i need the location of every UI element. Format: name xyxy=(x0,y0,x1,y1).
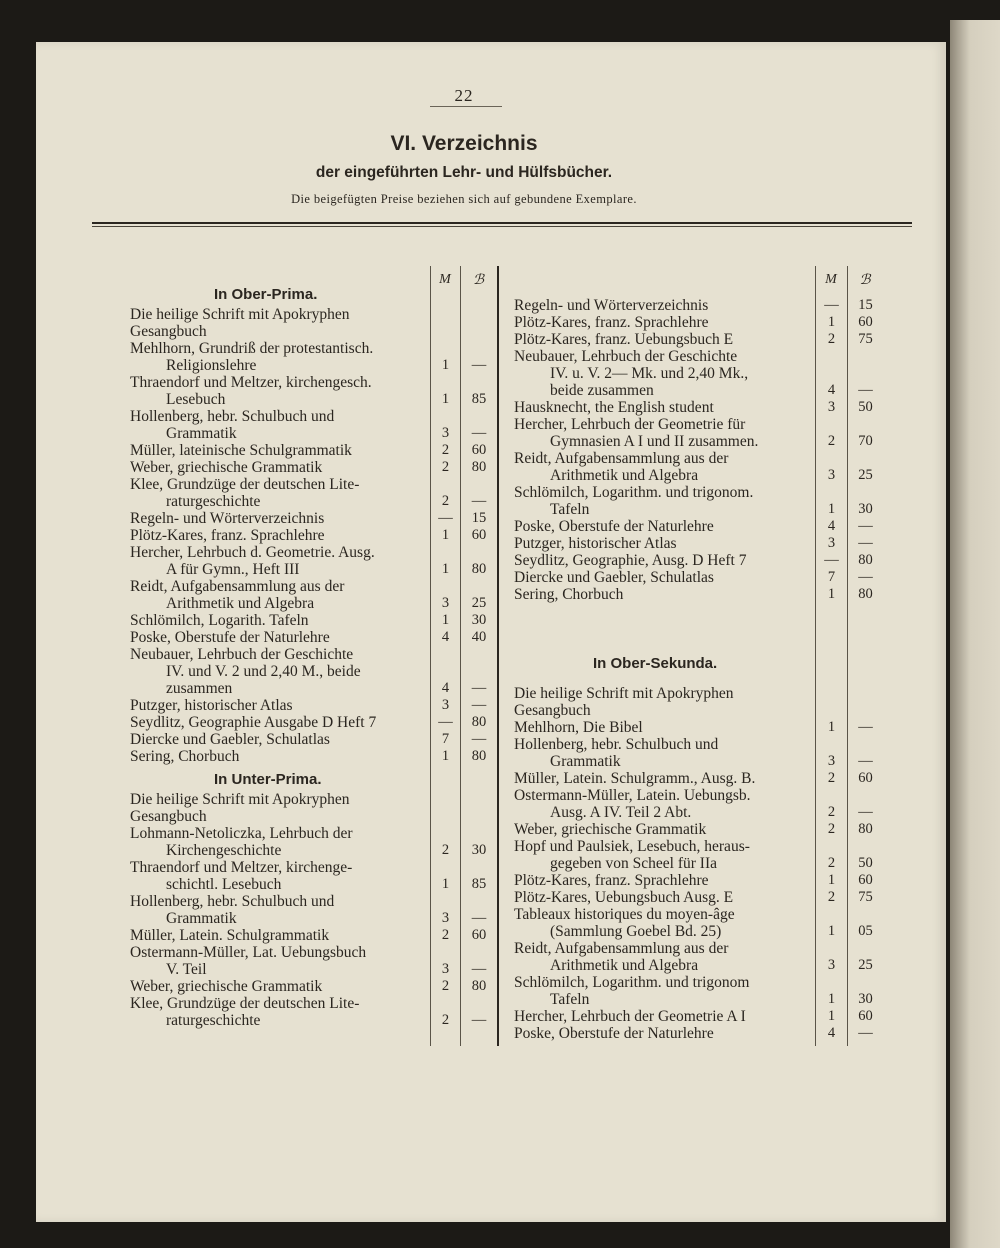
section-heading: In Ober-Prima. xyxy=(214,286,318,303)
book-entry-title: Gesangbuch xyxy=(130,808,207,825)
price-pfennig: — xyxy=(858,535,873,551)
price-pfennig: — xyxy=(471,961,487,977)
book-entry-title: Hercher, Lehrbuch d. Geometrie. Ausg. xyxy=(130,544,375,561)
book-entry-title: Ostermann-Müller, Lat. Uebungsbuch xyxy=(130,944,367,961)
price-note: Die beigefügten Preise beziehen sich auf gebundene Exemplare. xyxy=(291,192,637,206)
price-mark: 4 xyxy=(441,629,450,645)
book-entry-continuation: Tafeln xyxy=(550,991,590,1008)
book-entry-title: Plötz-Kares, franz. Uebungsbuch E xyxy=(514,331,734,348)
book-entry-title: Seydlitz, Geographie, Ausg. D Heft 7 xyxy=(514,552,747,569)
price-pfennig: — xyxy=(471,680,487,696)
book-entry-continuation: gegeben von Scheel für IIa xyxy=(550,855,717,872)
price-mark: 1 xyxy=(441,748,450,764)
price-pfennig: — xyxy=(858,382,873,398)
price-pfennig: 80 xyxy=(471,714,487,730)
price-pfennig: 80 xyxy=(858,821,873,837)
price-pfennig: 60 xyxy=(471,442,487,458)
price-mark: 3 xyxy=(827,535,836,551)
price-mark: 1 xyxy=(441,876,450,892)
section-heading: In Unter-Prima. xyxy=(214,771,322,788)
table-top-rule xyxy=(92,222,912,224)
book-entry-title: Ostermann-Müller, Latein. Uebungsb. xyxy=(514,787,751,804)
price-mark: 3 xyxy=(827,753,836,769)
book-entry-continuation: Grammatik xyxy=(550,753,621,770)
price-mark: 3 xyxy=(441,595,450,611)
price-mark: 2 xyxy=(827,433,836,449)
price-mark: 2 xyxy=(441,442,450,458)
book-entry-continuation: Religionslehre xyxy=(166,357,257,374)
book-entry-title: Weber, griechische Grammatik xyxy=(130,459,323,476)
price-pfennig: — xyxy=(471,1012,487,1028)
book-entry-title: Poske, Oberstufe der Naturlehre xyxy=(514,1025,714,1042)
price-pfennig: 60 xyxy=(858,872,873,888)
price-pfennig: 80 xyxy=(858,586,873,602)
price-mark: 2 xyxy=(827,804,836,820)
book-entry-continuation: Grammatik xyxy=(166,425,237,442)
book-entry-title: Die heilige Schrift mit Apokryphen xyxy=(514,685,734,702)
price-pfennig: — xyxy=(858,753,873,769)
book-entry-continuation: Ausg. A IV. Teil 2 Abt. xyxy=(550,804,692,821)
price-mark: 1 xyxy=(441,357,450,373)
table-top-rule-thin xyxy=(92,226,912,227)
price-mark: 1 xyxy=(441,527,450,543)
price-pfennig: 70 xyxy=(858,433,873,449)
price-mark: 2 xyxy=(827,770,836,786)
book-entry-continuation: Arithmetik und Algebra xyxy=(550,957,699,974)
book-entry-continuation: Arithmetik und Algebra xyxy=(550,467,699,484)
price-mark: 2 xyxy=(827,821,836,837)
price-mark: 2 xyxy=(441,842,450,858)
price-mark: 2 xyxy=(827,889,836,905)
book-entry-title: Hopf und Paulsiek, Lesebuch, heraus- xyxy=(514,838,750,855)
book-entry-title: Plötz-Kares, Uebungsbuch Ausg. E xyxy=(514,889,734,906)
book-entry-title: Klee, Grundzüge der deutschen Lite- xyxy=(130,995,360,1012)
book-entry-title: Diercke und Gaebler, Schulatlas xyxy=(514,569,714,586)
price-pfennig: 80 xyxy=(471,978,487,994)
book-entry-title: Reidt, Aufgabensammlung aus der xyxy=(514,450,729,467)
price-pfennig: 80 xyxy=(471,459,487,475)
price-mark: 1 xyxy=(827,872,836,888)
price-mark: 7 xyxy=(441,731,450,747)
book-entry-title: Seydlitz, Geographie Ausgabe D Heft 7 xyxy=(130,714,377,731)
price-mark: 2 xyxy=(441,459,450,475)
book-entry-continuation: Lesebuch xyxy=(166,391,226,408)
book-entry-continuation: Kirchengeschichte xyxy=(166,842,282,859)
price-mark: 2 xyxy=(827,331,836,347)
right-pf-header: ℬ xyxy=(859,273,871,288)
price-mark: 7 xyxy=(827,569,836,585)
book-entry-title: Schlömilch, Logarithm. und trigonom xyxy=(514,974,750,991)
price-pfennig: — xyxy=(471,357,487,373)
book-entry-title: Müller, Latein. Schulgrammatik xyxy=(130,927,330,944)
price-mark: 1 xyxy=(827,991,836,1007)
book-entry-continuation: Gymnasien A I und II zusammen. xyxy=(550,433,759,450)
price-pfennig: 80 xyxy=(471,748,487,764)
center-divider xyxy=(497,266,499,1046)
price-pfennig: 50 xyxy=(858,855,873,871)
price-mark: 1 xyxy=(827,1008,836,1024)
price-pfennig: 30 xyxy=(858,501,873,517)
price-mark: 4 xyxy=(827,382,836,398)
book-entry-title: Tableaux historiques du moyen-âge xyxy=(514,906,735,923)
book-entry-title: Die heilige Schrift mit Apokryphen xyxy=(130,306,350,323)
book-entry-title: Mehlhorn, Die Bibel xyxy=(514,719,643,736)
book-entry-continuation: Grammatik xyxy=(166,910,237,927)
book-entry-title: Thraendorf und Meltzer, kirchenge- xyxy=(130,859,353,876)
book-entry-title: Müller, lateinische Schulgrammatik xyxy=(130,442,352,459)
book-entry-continuation: IV. und V. 2 und 2,40 M., beide xyxy=(166,663,361,680)
book-entry-continuation: raturgeschichte xyxy=(166,1012,261,1029)
book-entry-continuation: IV. u. V. 2— Mk. und 2,40 Mk., xyxy=(550,365,749,382)
price-pfennig: — xyxy=(471,493,487,509)
price-pfennig: — xyxy=(858,569,873,585)
price-pfennig: 05 xyxy=(858,923,873,939)
price-pfennig: — xyxy=(471,425,487,441)
book-entry-title: Sering, Chorbuch xyxy=(130,748,240,765)
price-mark: 3 xyxy=(441,961,450,977)
book-entry-title: Hollenberg, hebr. Schulbuch und xyxy=(130,408,335,425)
price-pfennig: 30 xyxy=(858,991,873,1007)
price-pfennig: 60 xyxy=(471,927,487,943)
price-pfennig: 85 xyxy=(471,876,487,892)
price-mark: 3 xyxy=(827,467,836,483)
price-pfennig: 80 xyxy=(471,561,487,577)
price-pfennig: 25 xyxy=(471,595,487,611)
price-pfennig: — xyxy=(471,697,487,713)
book-entry-title: Weber, griechische Grammatik xyxy=(130,978,323,995)
price-mark: 2 xyxy=(441,1012,450,1028)
book-entry-title: Lohmann-Netoliczka, Lehrbuch der xyxy=(130,825,353,842)
book-entry-title: Die heilige Schrift mit Apokryphen xyxy=(130,791,350,808)
book-entry-continuation: Tafeln xyxy=(550,501,590,518)
book-entry-title: Reidt, Aufgabensammlung aus der xyxy=(130,578,345,595)
book-entry-title: Hollenberg, hebr. Schulbuch und xyxy=(514,736,719,753)
price-pfennig: 15 xyxy=(858,297,873,313)
price-pfennig: 50 xyxy=(858,399,873,415)
price-mark: — xyxy=(438,510,453,526)
book-entry-title: Klee, Grundzüge der deutschen Lite- xyxy=(130,476,360,493)
book-entry-continuation: A für Gymn., Heft III xyxy=(166,561,300,578)
book-entry-title: Thraendorf und Meltzer, kirchengesch. xyxy=(130,374,372,391)
price-mark: 4 xyxy=(827,1025,836,1041)
price-pfennig: 60 xyxy=(471,527,487,543)
price-mark: 3 xyxy=(441,697,450,713)
page-number-rule xyxy=(430,106,502,107)
price-mark: 3 xyxy=(441,425,450,441)
book-entry-title: Mehlhorn, Grundriß der protestantisch. xyxy=(130,340,374,357)
book-entry-continuation: zusammen xyxy=(166,680,233,697)
book-entry-continuation: beide zusammen xyxy=(550,382,654,399)
book-entry-title: Hausknecht, the English student xyxy=(514,399,714,416)
price-pfennig: — xyxy=(858,518,873,534)
price-mark: 2 xyxy=(441,978,450,994)
book-entry-title: Plötz-Kares, franz. Sprachlehre xyxy=(130,527,325,544)
price-mark: 4 xyxy=(827,518,836,534)
price-pfennig: 60 xyxy=(858,1008,873,1024)
section-heading: In Ober-Sekunda. xyxy=(593,655,718,672)
price-mark: — xyxy=(824,552,839,568)
book-entry-title: Putzger, historischer Atlas xyxy=(514,535,677,552)
price-pfennig: — xyxy=(471,910,487,926)
left-pf-header: ℬ xyxy=(472,273,484,288)
price-mark: 2 xyxy=(441,493,450,509)
book-entry-title: Sering, Chorbuch xyxy=(514,586,624,603)
left-mark-header: M xyxy=(439,272,451,287)
price-pfennig: 75 xyxy=(858,331,873,347)
price-mark: 1 xyxy=(827,314,836,330)
price-pfennig: — xyxy=(471,731,487,747)
price-mark: 1 xyxy=(441,561,450,577)
price-pfennig: 60 xyxy=(858,314,873,330)
adjacent-page-edge xyxy=(950,20,1000,1248)
book-entry-continuation: raturgeschichte xyxy=(166,493,261,510)
price-mark: 3 xyxy=(441,910,450,926)
page-number: 22 xyxy=(454,86,474,105)
price-mark: 3 xyxy=(827,399,836,415)
book-entry-title: Plötz-Kares, franz. Sprachlehre xyxy=(514,314,709,331)
price-pfennig: 75 xyxy=(858,889,873,905)
price-pfennig: 25 xyxy=(858,467,873,483)
book-entry-title: Regeln- und Wörterverzeichnis xyxy=(514,297,709,314)
book-entry-continuation: Arithmetik und Algebra xyxy=(166,595,315,612)
price-mark: 1 xyxy=(441,612,450,628)
price-pfennig: 30 xyxy=(471,842,487,858)
price-pfennig: 30 xyxy=(471,612,487,628)
price-mark: 2 xyxy=(441,927,450,943)
price-mark: — xyxy=(438,714,453,730)
price-pfennig: 80 xyxy=(858,552,873,568)
price-mark: 1 xyxy=(827,501,836,517)
book-entry-title: Gesangbuch xyxy=(514,702,591,719)
book-entry-title: Schlömilch, Logarithm. und trigonom. xyxy=(514,484,754,501)
book-entry-title: Hercher, Lehrbuch der Geometrie für xyxy=(514,416,746,433)
book-entry-title: Weber, griechische Grammatik xyxy=(514,821,707,838)
price-pfennig: 40 xyxy=(471,629,487,645)
price-mark: 1 xyxy=(827,923,836,939)
book-entry-title: Regeln- und Wörterverzeichnis xyxy=(130,510,325,527)
book-entry-title: Poske, Oberstufe der Naturlehre xyxy=(130,629,330,646)
price-pfennig: 60 xyxy=(858,770,873,786)
price-pfennig: — xyxy=(858,719,873,735)
book-entry-title: Schlömilch, Logarith. Tafeln xyxy=(130,612,309,629)
book-entry-title: Hercher, Lehrbuch der Geometrie A I xyxy=(514,1008,746,1025)
price-mark: — xyxy=(824,297,839,313)
price-pfennig: 15 xyxy=(471,510,487,526)
price-pfennig: — xyxy=(858,804,873,820)
page-title: VI. Verzeichnis xyxy=(390,132,538,155)
price-mark: 1 xyxy=(441,391,450,407)
price-mark: 1 xyxy=(827,719,836,735)
price-pfennig: 85 xyxy=(471,391,487,407)
book-entry-continuation: schichtl. Lesebuch xyxy=(166,876,282,893)
book-entry-title: Reidt, Aufgabensammlung aus der xyxy=(514,940,729,957)
price-mark: 1 xyxy=(827,586,836,602)
page-subtitle: der eingeführten Lehr- und Hülfsbücher. xyxy=(315,164,613,181)
book-entry-title: Diercke und Gaebler, Schulatlas xyxy=(130,731,330,748)
right-mark-header: M xyxy=(825,272,837,287)
book-entry-title: Hollenberg, hebr. Schulbuch und xyxy=(130,893,335,910)
book-entry-title: Müller, Latein. Schulgramm., Ausg. B. xyxy=(514,770,756,787)
book-entry-title: Plötz-Kares, franz. Sprachlehre xyxy=(514,872,709,889)
price-mark: 4 xyxy=(441,680,450,696)
price-pfennig: — xyxy=(858,1025,873,1041)
book-entry-continuation: V. Teil xyxy=(166,961,207,978)
price-mark: 2 xyxy=(827,855,836,871)
book-entry-title: Putzger, historischer Atlas xyxy=(130,697,293,714)
book-entry-title: Poske, Oberstufe der Naturlehre xyxy=(514,518,714,535)
book-entry-title: Gesangbuch xyxy=(130,323,207,340)
price-pfennig: 25 xyxy=(858,957,873,973)
book-entry-title: Neubauer, Lehrbuch der Geschichte xyxy=(130,646,354,663)
book-entry-title: Neubauer, Lehrbuch der Geschichte xyxy=(514,348,738,365)
price-mark: 3 xyxy=(827,957,836,973)
book-entry-continuation: (Sammlung Goebel Bd. 25) xyxy=(550,923,722,940)
